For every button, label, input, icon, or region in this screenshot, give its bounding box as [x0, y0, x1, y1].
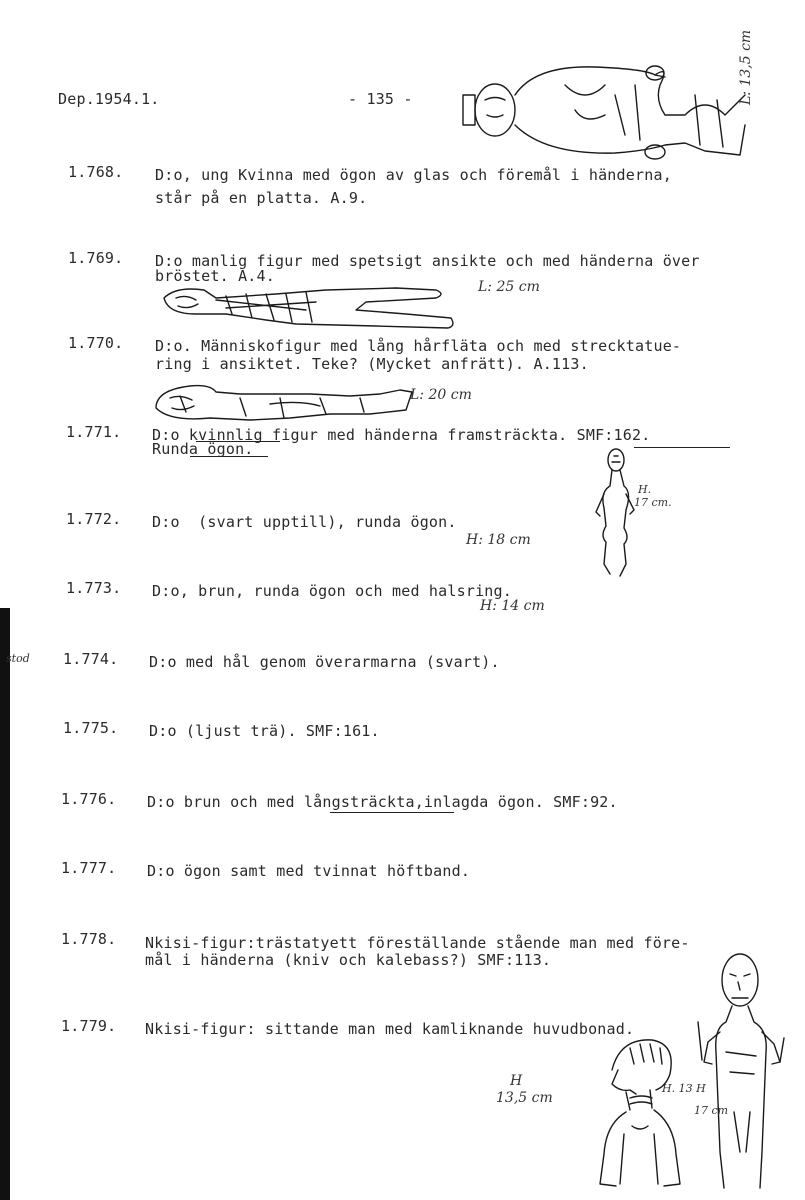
entry-number: 1.771.	[66, 423, 122, 441]
entry-text: D:o manlig figur med spetsigt ansikte och med händerna över	[155, 252, 700, 270]
entry-number: 1.777.	[61, 859, 117, 877]
entry-number: 1.769.	[68, 249, 124, 267]
entry-number: 1.768.	[68, 163, 124, 181]
sketch-figure-1770-icon	[150, 380, 420, 426]
handwritten-length-1770: L: 20 cm	[410, 387, 472, 403]
underline-kvinnlig	[196, 441, 280, 442]
entry-number: 1.779.	[61, 1017, 117, 1035]
entry-text: mål i händerna (kniv och kalebass?) SMF:113.	[145, 951, 552, 969]
handwritten-height-label-1778: H. 13 H	[662, 1082, 706, 1095]
sketch-figure-1768-icon	[455, 55, 755, 165]
sketch-figure-1778-icon	[696, 952, 786, 1192]
entry-text: ring i ansiktet. Teke? (Mycket anfrätt). A.113.	[155, 355, 589, 373]
entry-number: 1.776.	[61, 790, 117, 808]
handwritten-height-1773: H: 14 cm	[480, 598, 545, 614]
sketch-figure-1769-icon	[156, 280, 456, 334]
underline-runda	[190, 456, 268, 457]
entry-number: 1.775.	[63, 719, 119, 737]
handwritten-margin-note: stod	[6, 652, 30, 665]
entry-number: 1.774.	[63, 650, 119, 668]
entry-number: 1.773.	[66, 579, 122, 597]
entry-text: står på en platta. A.9.	[155, 189, 368, 207]
header-reference: Dep.1954.1.	[58, 90, 160, 108]
entry-text: bröstet. A.4.	[155, 267, 275, 285]
handwritten-height-1779: 13,5 cm	[496, 1090, 553, 1106]
entry-text: D:o, brun, runda ögon och med halsring.	[152, 582, 512, 600]
entry-text: D:o (ljust trä). SMF:161.	[149, 722, 380, 740]
handwritten-height-1778: 17 cm	[694, 1104, 729, 1117]
entry-text: D:o ögon samt med tvinnat höftband.	[147, 862, 471, 880]
entry-text: Runda ögon.	[152, 440, 254, 458]
underline-langstrackta	[330, 812, 454, 813]
entry-text: Nkisi-figur:trästatyett föreställande stående man med före-	[145, 934, 690, 952]
sketch-figure-1779-icon	[590, 1034, 694, 1194]
handwritten-height-label-1779: H	[510, 1073, 523, 1089]
entry-text: D:o (svart upptill), runda ögon.	[152, 513, 457, 531]
handwritten-height-1772: H: 18 cm	[466, 532, 531, 548]
sketch-figure-1771-icon	[590, 446, 640, 580]
entry-text: D:o brun och med långsträckta,inlagda ögon. SMF:92.	[147, 793, 618, 811]
entry-text: D:o, ung Kvinna med ögon av glas och föremål i händerna,	[155, 166, 672, 184]
scan-margin-shadow	[0, 608, 10, 1200]
handwritten-height-label-1771: H.	[638, 483, 652, 496]
entry-number: 1.772.	[66, 510, 122, 528]
entry-text: D:o kvinnlig figur med händerna framsträckta. SMF:162.	[152, 426, 651, 444]
entry-number: 1.778.	[61, 930, 117, 948]
entry-text: Nkisi-figur: sittande man med kamliknande huvudbonad.	[145, 1020, 635, 1038]
entry-text: D:o. Människofigur med lång hårfläta och med strecktatue-	[155, 337, 682, 355]
entry-text: D:o med hål genom överarmarna (svart).	[149, 653, 500, 671]
handwritten-length-top: L: 13,5 cm	[738, 29, 754, 105]
page-number: - 135 -	[348, 90, 413, 108]
handwritten-length-1769: L: 25 cm	[478, 279, 540, 295]
handwritten-height-1771: 17 cm.	[634, 496, 672, 509]
underline-smf	[634, 447, 730, 448]
entry-number: 1.770.	[68, 334, 124, 352]
